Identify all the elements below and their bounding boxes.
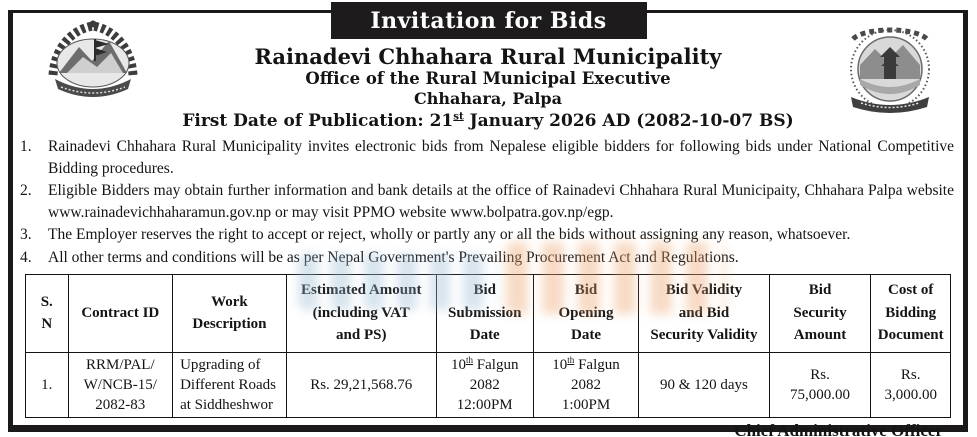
table-cell: 10th Falgun 2082 12:00PM [436, 352, 533, 418]
notice-list-item [20, 180, 954, 223]
table-body [26, 352, 951, 418]
table-header-cell: Bid Submission Date [436, 274, 533, 352]
table-header-cell: Work Description [173, 274, 287, 352]
table-header-cell: Cost of Bidding Document [871, 274, 951, 352]
notice-list-item [20, 247, 954, 269]
notice-list-item [20, 224, 954, 246]
table-cell: Rs. 29,21,568.76 [286, 352, 436, 418]
list-number: 2. [20, 182, 32, 200]
list-text: Eligible Bidders may obtain further information and bank details at the office of Rainadevi Chhahara Rural Municipaity, Chhahara Palpa website www.rainadevichhaharamun.gov.np or may visit PPMO website www.bolpatra.gov.np/egp. [48, 182, 954, 221]
table-header-cell: Estimated Amount (including VAT and PS) [286, 274, 436, 352]
table-header-cell: Bid Security Amount [769, 274, 871, 352]
bid-table [25, 274, 951, 419]
table-header-cell: Contract ID [68, 274, 173, 352]
notice-list-item [20, 136, 954, 179]
list-text: Rainadevi Chhahara Rural Municipality invites electronic bids from Nepalese eligible bidders for following bids under National Competitive Bidding procedures. [48, 138, 954, 177]
location: Chhahara, Palpa [414, 89, 562, 108]
office-name: Office of the Rural Municipal Executive [305, 69, 671, 88]
list-text: The Employer reserves the right to accept or reject, wholly or partly any or all the bids without assigning any reason, whatsoever. [48, 226, 851, 244]
table-cell: 1. [26, 352, 69, 418]
table-cell: Upgrading of Different Roads at Siddheshwor [173, 352, 287, 418]
municipality-seal-icon [835, 19, 945, 119]
list-number: 4. [20, 248, 32, 266]
table-header-cell: Bid Opening Date [533, 274, 638, 352]
signature-title: Chief Administrative Officer [734, 421, 943, 437]
table-cell: Rs. 75,000.00 [769, 352, 871, 418]
publication-date-line: First Date of Publication: 21st January 2026 AD (2082-10-07 BS) [182, 110, 794, 131]
table-cell: 90 & 120 days [639, 352, 769, 418]
list-number: 1. [20, 138, 32, 155]
table-row [26, 352, 951, 418]
notice-document [8, 7, 968, 437]
table-cell: Rs. 3,000.00 [871, 352, 951, 418]
table-cell: RRM/PAL/ W/NCB-15/ 2082-83 [68, 352, 173, 418]
table-header-cell: Bid Validity and Bid Security Validity [639, 274, 769, 352]
nepal-emblem-icon [37, 17, 149, 105]
notice-title: Invitation for Bids [370, 7, 607, 34]
list-text: All other terms and conditions will be as per Nepal Government's Prevailing Procurement Act and Regulations. [48, 248, 739, 266]
list-number: 3. [20, 226, 32, 244]
municipality-name: Rainadevi Chhahara Rural Municipality [254, 44, 722, 69]
table-header-cell: S. N [26, 274, 69, 352]
notice-title-banner [331, 2, 647, 39]
table-header-row [26, 274, 951, 352]
notice-list [13, 136, 963, 269]
table-cell: 10th Falgun 2082 1:00PM [533, 352, 638, 418]
